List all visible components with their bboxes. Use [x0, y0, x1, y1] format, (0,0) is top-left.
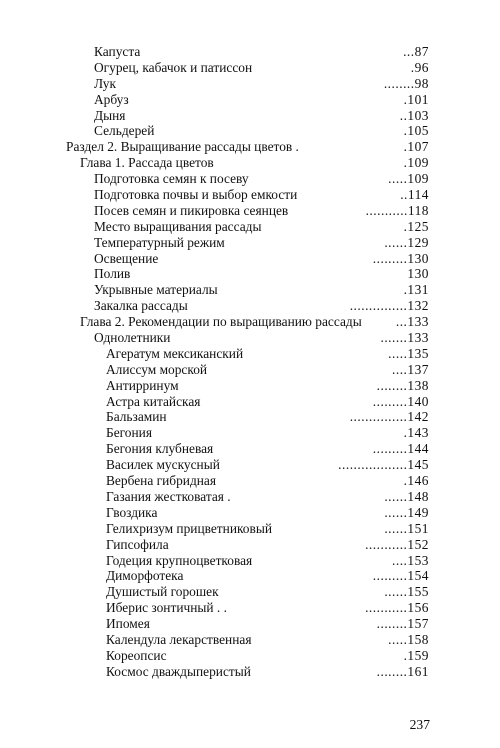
toc-entry-title: Бегония: [106, 425, 152, 441]
toc-entry-page: ......151: [384, 520, 429, 536]
toc-entry-page: ...............132: [349, 298, 429, 314]
toc-entry-page: ...............142: [349, 409, 429, 425]
toc-entry-title: Ипомея: [106, 616, 150, 632]
toc-entry-page: .105: [403, 123, 429, 139]
toc-entry-title: Дыня: [94, 107, 126, 123]
toc-entry-page: ...........156: [365, 600, 429, 616]
toc-entry: [0, 108, 500, 124]
toc-entry: [0, 521, 500, 537]
toc-entry-title: Годеция крупноцветковая: [106, 552, 253, 568]
toc-entry-title: Лук: [94, 75, 116, 91]
toc-entry-page: .146: [403, 473, 429, 489]
toc-entry-title: Раздел 2. Выращивание рассады цветов .: [66, 139, 299, 155]
toc-entry-title: Василек мускусный: [106, 457, 220, 473]
toc-entry: [0, 568, 500, 584]
toc-entry: [0, 394, 500, 410]
toc-entry: [0, 537, 500, 553]
toc-entry-page: ....137: [392, 361, 429, 377]
toc-entry-title: Гипсофила: [106, 536, 169, 552]
toc-entry-title: Гелихризум прицветниковый: [106, 520, 272, 536]
toc-entry: [0, 362, 500, 378]
toc-entry-title: Посев семян и пикировка сеянцев: [94, 202, 289, 218]
toc-entry-title: Антирринум: [106, 377, 179, 393]
toc-entry-page: ........98: [383, 75, 429, 91]
toc-entry-title: Алиссум морской: [106, 361, 208, 377]
toc-entry-page: .125: [403, 218, 429, 234]
toc-entry-page: .....158: [388, 631, 429, 647]
toc-entry: [0, 44, 500, 60]
toc-entry-page: .101: [403, 91, 429, 107]
toc-entry-page: .........140: [372, 393, 429, 409]
toc-entry-page: ........157: [376, 616, 429, 632]
toc-entry: [0, 60, 500, 76]
toc-entry-page: ......149: [384, 504, 429, 520]
page-number: 237: [409, 717, 430, 732]
toc-entry-page: .107: [403, 139, 429, 155]
toc-entry: [0, 219, 500, 235]
toc-entry: [0, 251, 500, 267]
toc-entry: [0, 282, 500, 298]
toc-entry-title: Газания жестковатая .: [106, 488, 231, 504]
toc-entry: [0, 235, 500, 251]
toc-entry-title: Укрывные материалы: [94, 282, 218, 298]
toc-entry: [0, 441, 500, 457]
toc-entry: [0, 473, 500, 489]
toc-entry-title: Арбуз: [94, 91, 129, 107]
toc-entry: [0, 584, 500, 600]
toc-entry-page: ..103: [399, 107, 429, 123]
toc-entry-title: Полив: [94, 266, 131, 282]
toc-entry-page: .....109: [388, 171, 429, 187]
toc-entry-page: .......133: [380, 330, 429, 346]
table-of-contents: [0, 44, 500, 680]
toc-entry-title: Температурный режим: [94, 234, 225, 250]
toc-entry-page: 130: [407, 266, 429, 282]
toc-entry-title: Сельдерей: [94, 123, 155, 139]
toc-entry-title: Закалка рассады: [94, 298, 188, 314]
toc-entry-title: Освещение: [94, 250, 159, 266]
toc-entry: [0, 600, 500, 616]
toc-entry-title: Календула лекарственная: [106, 631, 252, 647]
toc-entry-page: ........161: [376, 663, 429, 679]
toc-entry: [0, 346, 500, 362]
toc-entry-page: .........130: [372, 250, 429, 266]
toc-entry: [0, 457, 500, 473]
toc-entry-page: ..................145: [338, 457, 429, 473]
toc-entry-page: ...133: [395, 314, 429, 330]
toc-entry-page: ......129: [384, 234, 429, 250]
toc-entry-page: .109: [403, 155, 429, 171]
toc-entry: [0, 378, 500, 394]
toc-entry-title: Однолетники: [94, 330, 171, 346]
toc-entry-page: ......155: [384, 584, 429, 600]
toc-entry-title: Глава 2. Рекомендации по выращиванию рассады: [80, 314, 362, 330]
toc-entry: [0, 505, 500, 521]
toc-entry-title: Космос дваждыперистый: [106, 663, 251, 679]
toc-entry-title: Вербена гибридная: [106, 473, 217, 489]
toc-entry: [0, 648, 500, 664]
toc-entry-page: .143: [403, 425, 429, 441]
toc-entry: [0, 139, 500, 155]
toc-entry: [0, 298, 500, 314]
toc-entry-page: ......148: [384, 488, 429, 504]
toc-entry: [0, 76, 500, 92]
toc-entry: [0, 171, 500, 187]
toc-entry-page: .96: [410, 59, 429, 75]
toc-entry-page: .........144: [372, 441, 429, 457]
toc-entry: [0, 155, 500, 171]
toc-entry-page: ........138: [376, 377, 429, 393]
toc-entry-page: .....135: [388, 345, 429, 361]
toc-entry: [0, 632, 500, 648]
toc-entry-title: Диморфотека: [106, 568, 184, 584]
toc-entry: [0, 664, 500, 680]
toc-entry-title: Капуста: [94, 44, 141, 59]
toc-entry-page: ....153: [392, 552, 429, 568]
toc-entry: [0, 266, 500, 282]
toc-entry-title: Иберис зонтичный . .: [106, 600, 227, 616]
toc-entry-title: Гвоздика: [106, 504, 158, 520]
toc-entry-title: Астра китайская: [106, 393, 201, 409]
toc-entry-title: Огурец, кабачок и патиссон: [94, 59, 253, 75]
toc-entry-title: Место выращивания рассады: [94, 218, 262, 234]
toc-entry-title: Бегония клубневая: [106, 441, 214, 457]
toc-entry: [0, 489, 500, 505]
toc-entry-page: ...87: [403, 44, 429, 59]
toc-entry: [0, 553, 500, 569]
toc-entry-title: Бальзамин: [106, 409, 167, 425]
toc-entry: [0, 92, 500, 108]
toc-entry-page: .131: [403, 282, 429, 298]
toc-entry: [0, 425, 500, 441]
toc-entry-page: ...........152: [365, 536, 429, 552]
toc-entry-title: Подготовка семян к посеву: [94, 171, 249, 187]
toc-entry: [0, 203, 500, 219]
toc-entry-page: ..114: [400, 187, 429, 203]
toc-entry-page: ...........118: [365, 202, 429, 218]
toc-entry-title: Кореопсис: [106, 647, 167, 663]
toc-entry: [0, 330, 500, 346]
toc-entry-title: Подготовка почвы и выбор емкости: [94, 187, 298, 203]
toc-entry-title: Глава 1. Рассада цветов: [80, 155, 214, 171]
toc-entry-title: Агератум мексиканский: [106, 345, 244, 361]
toc-entry-page: .........154: [372, 568, 429, 584]
toc-entry-title: Душистый горошек: [106, 584, 219, 600]
toc-entry: [0, 123, 500, 139]
toc-entry: [0, 616, 500, 632]
toc-entry: [0, 409, 500, 425]
toc-entry-page: .159: [403, 647, 429, 663]
toc-entry: [0, 187, 500, 203]
toc-entry: [0, 314, 500, 330]
